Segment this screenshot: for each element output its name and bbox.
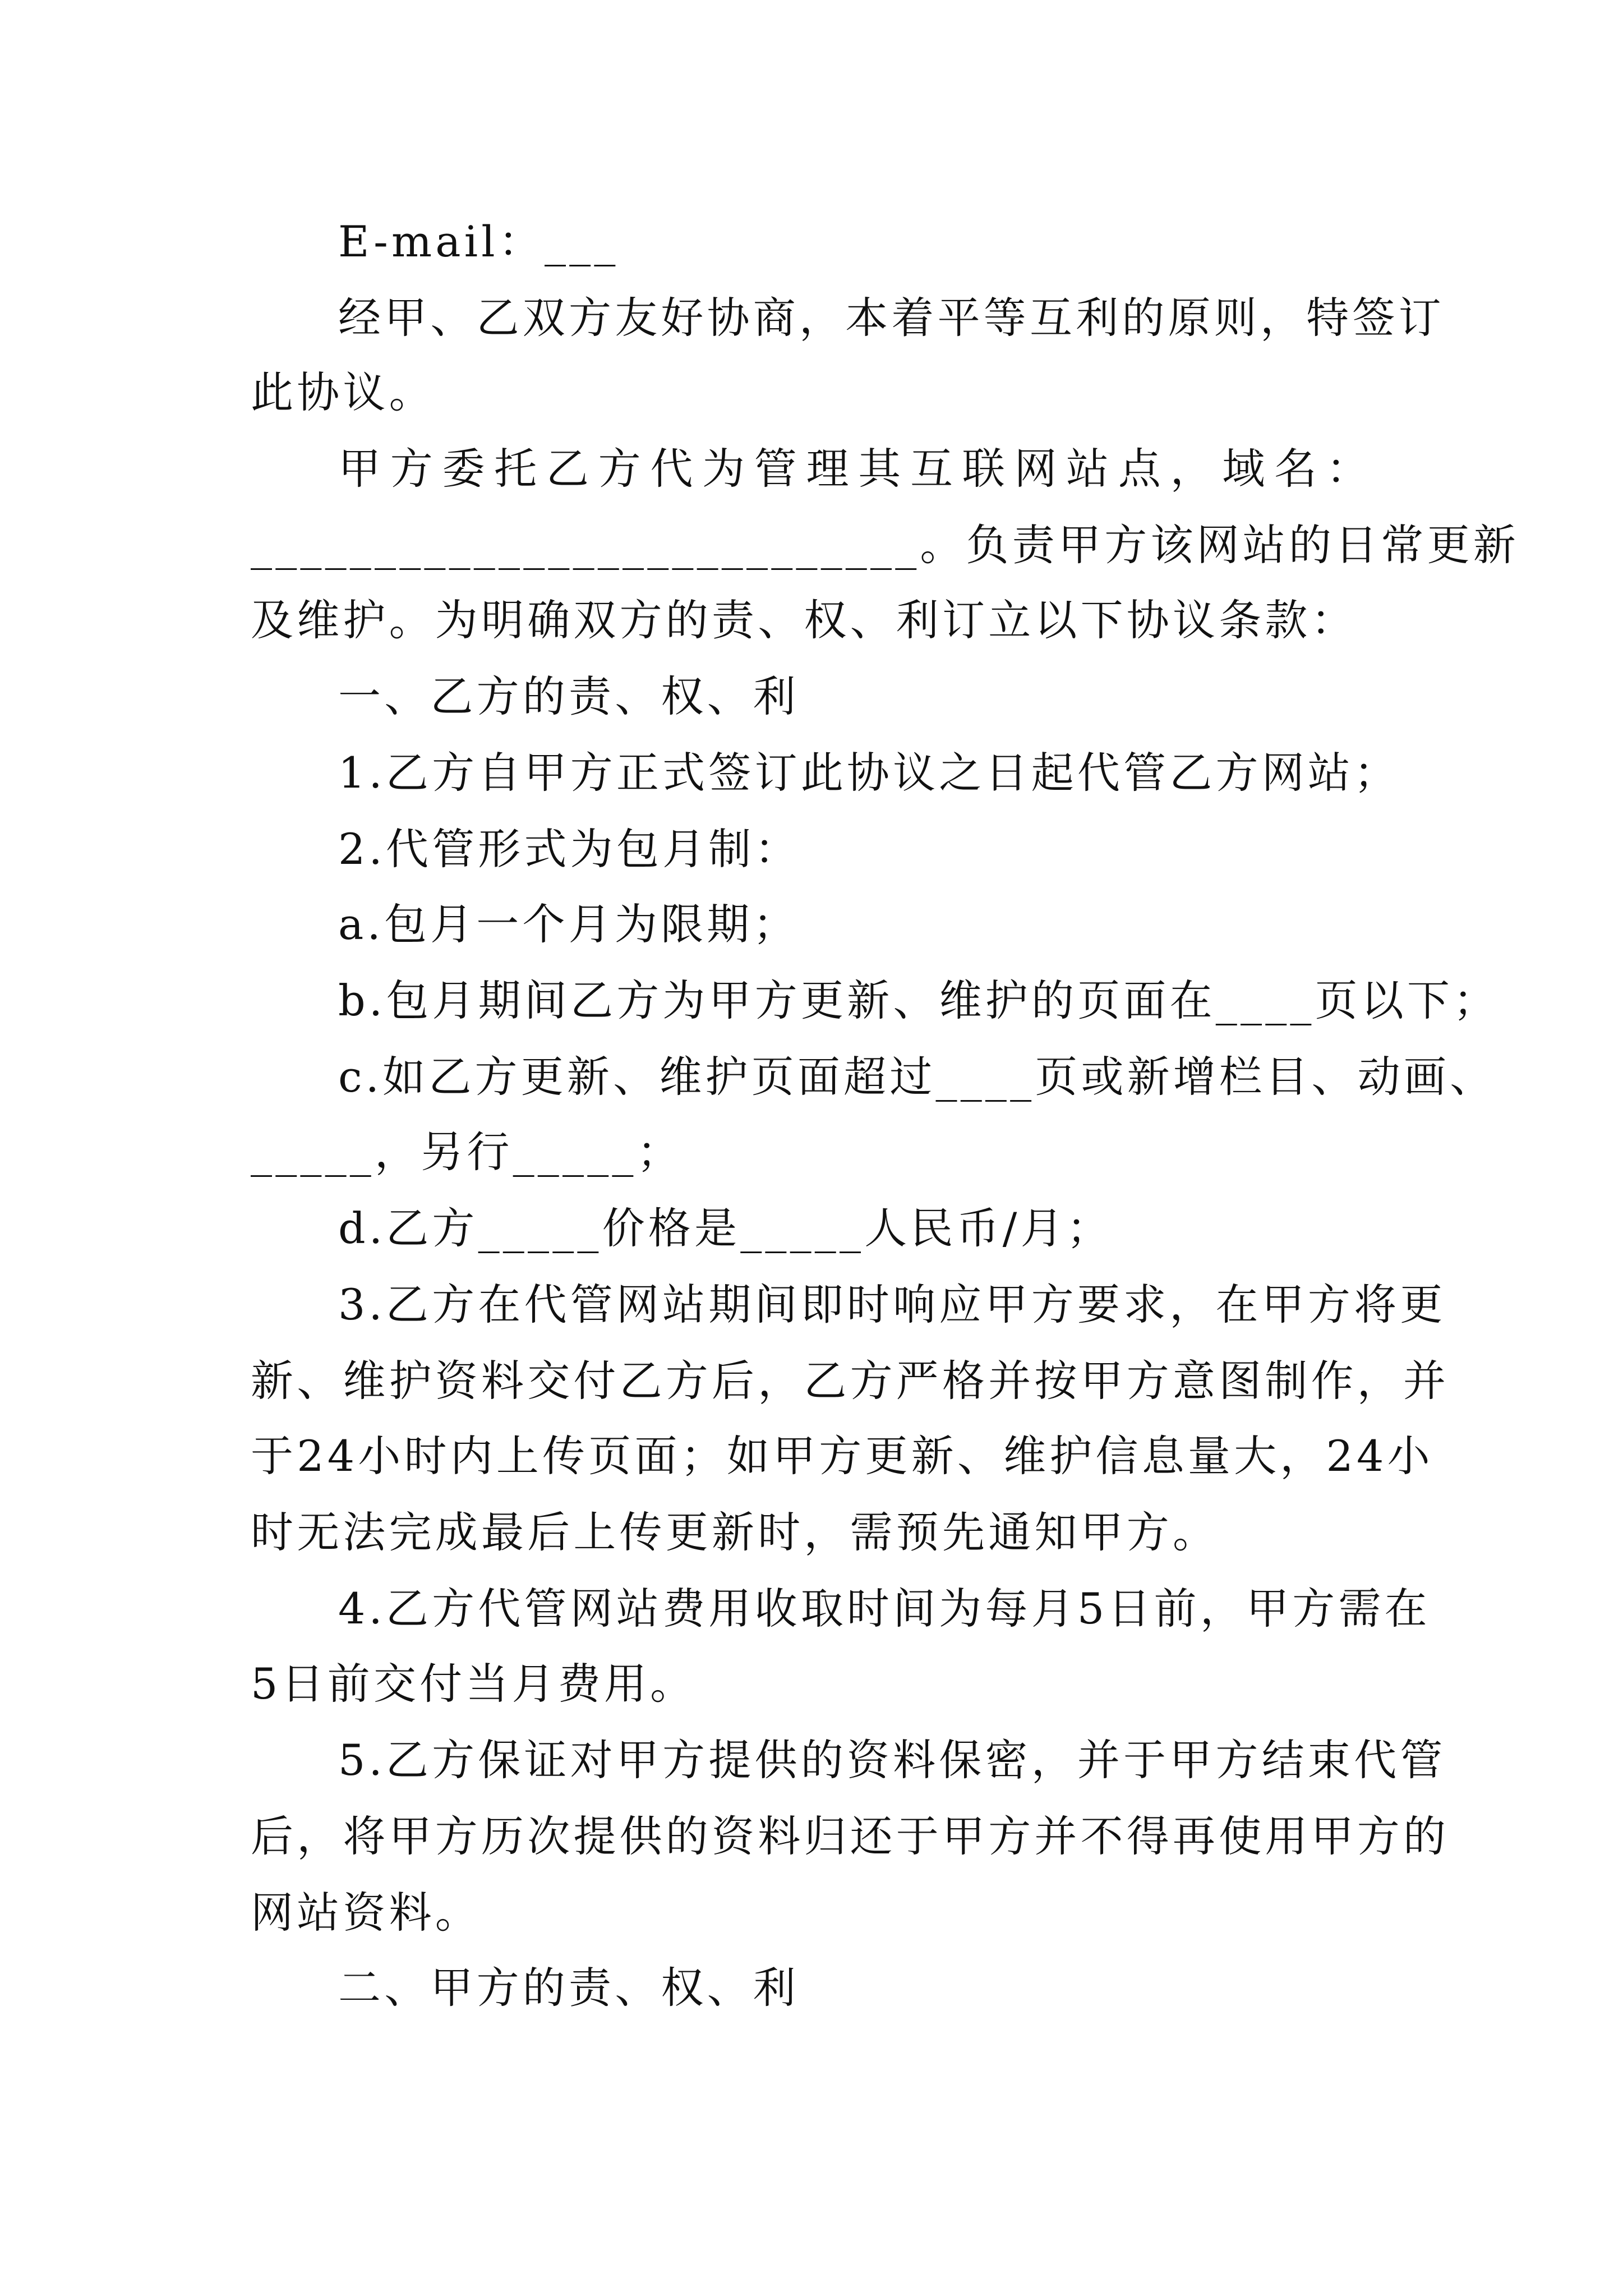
paragraph-line: 甲方委托乙方代为管理其互联网站点，域名： [338,444,1372,494]
clause-line: 新、维护资料交付乙方后，乙方严格并按甲方意图制作，并 [251,1356,1450,1406]
section-heading: 二、甲方的责、权、利 [338,1963,799,2013]
clause-line: 3.乙方在代管网站期间即时响应甲方要求，在甲方将更 [338,1280,1446,1329]
clause-line: c.如乙方更新、维护页面超过____页或新增栏目、动画、 [338,1052,1496,1102]
paragraph-line: 及维护。为明确双方的责、权、利订立以下协议条款： [251,595,1357,645]
paragraph-line: 经甲、乙双方友好协商，本着平等互利的原则，特签订 [338,293,1445,343]
clause-line: 2.代管形式为包月制： [338,824,801,874]
section-heading: 一、乙方的责、权、利 [338,671,799,721]
clause-line: a.包月一个月为限期； [338,899,799,949]
clause-line: 网站资料。 [251,1888,481,1938]
clause-line: 后，将甲方历次提供的资料归还于甲方并不得再使用甲方的 [251,1811,1450,1861]
clause-line: d.乙方_____价格是_____人民币/月； [338,1203,1113,1253]
paragraph-line: 此协议。 [251,367,435,417]
clause-line: 4.乙方代管网站费用收取时间为每月5日前，甲方需在 [338,1584,1431,1634]
email-line: E-mail：___ [338,217,619,266]
clause-line: 5日前交付当月费用。 [251,1659,697,1709]
clause-line: 时无法完成最后上传更新时，需预先通知甲方。 [251,1507,1219,1557]
clause-line: 于24小时内上传页面；如甲方更新、维护信息量大，24小 [251,1431,1433,1481]
clause-line: b.包月期间乙方为甲方更新、维护的页面在____页以下； [338,976,1500,1025]
clause-line: 5.乙方保证对甲方提供的资料保密，并于甲方结束代管 [338,1735,1446,1785]
clause-line: 1.乙方自甲方正式签订此协议之日起代管乙方网站； [338,748,1400,798]
paragraph-line: ___________________________。负责甲方该网站的日常更新 [251,520,1519,570]
clause-line: _____，另行_____； [251,1127,683,1177]
